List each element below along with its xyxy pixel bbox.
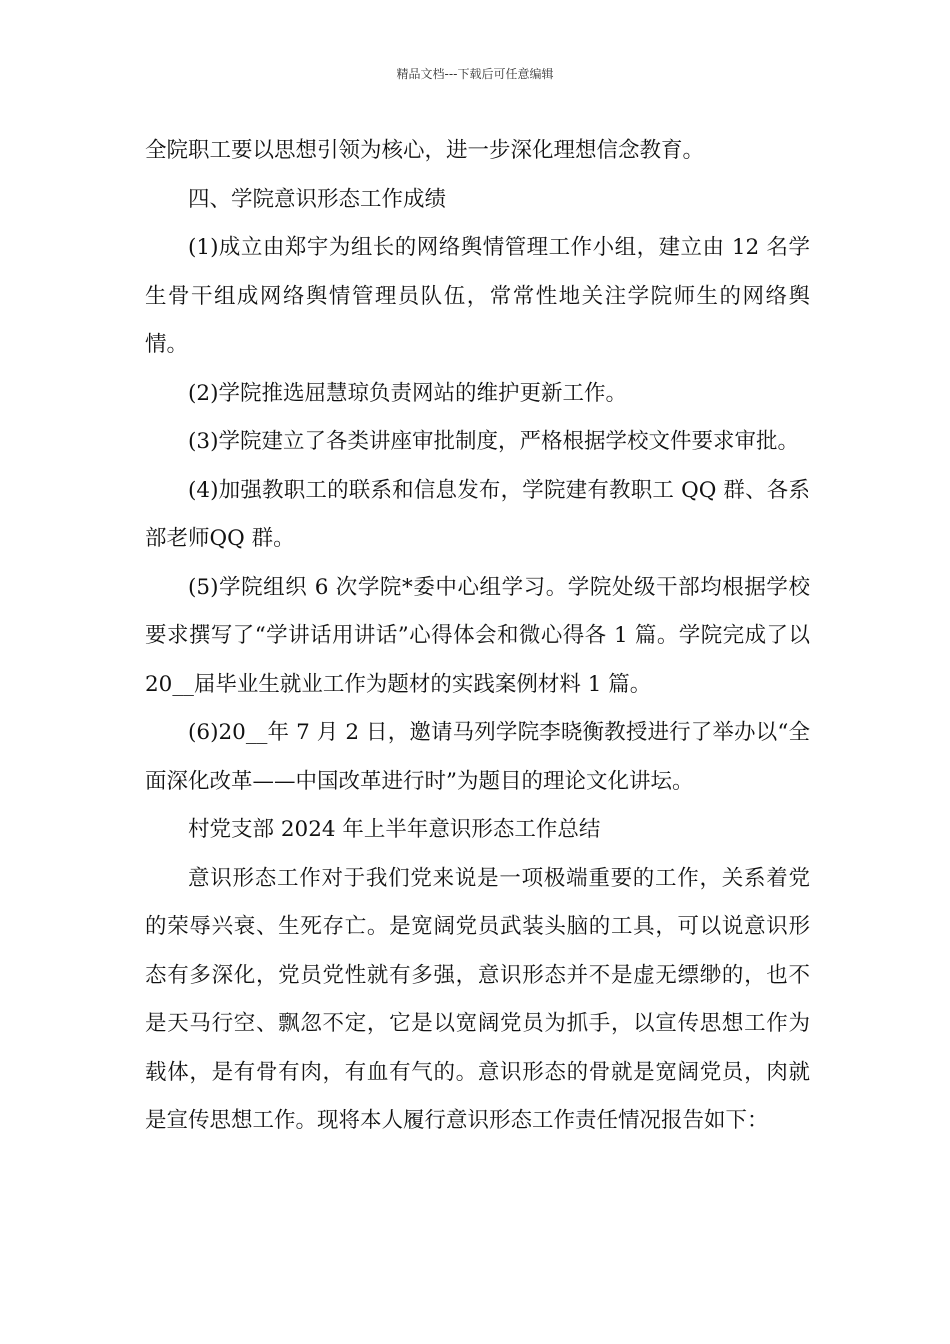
document-subtitle: 村党支部 2024 年上半年意识形态工作总结 [188, 817, 601, 842]
page-header: 精品文档---下载后可任意编辑 [396, 67, 554, 81]
list-item-4: (4)加强教职工的联系和信息发布，学院建有教职工 QQ 群、各系部老师QQ 群。 [145, 477, 810, 551]
list-item-6: (6)20__年 7 月 2 日，邀请马列学院李晓衡教授进行了举办以“全面深化改革——中国改革进行时”为题目的理论文化讲坛。 [145, 720, 810, 794]
paragraph-continuation: 全院职工要以思想引领为核心，进一步深化理想信念教育。 [145, 138, 705, 163]
document-body [145, 127, 810, 1146]
list-item-1: (1)成立由郑宇为组长的网络舆情管理工作小组，建立由 12 名学生骨干组成网络舆情管理员队伍，常常性地关注学院师生的网络舆情。 [145, 235, 810, 357]
list-item-5: (5)学院组织 6 次学院*委中心组学习。学院处级干部均根据学校要求撰写了“学讲话用讲话”心得体会和微心得各 1 篇。学院完成了以 20__届毕业生就业工作为题材的实践案例材料 1 篇。 [145, 574, 810, 697]
list-item-2: (2)学院推选屈慧琼负责网站的维护更新工作。 [188, 380, 627, 406]
section-heading: 四、学院意识形态工作成绩 [188, 186, 447, 212]
list-item-3: (3)学院建立了各类讲座审批制度，严格根据学校文件要求审批。 [188, 429, 799, 454]
body-paragraph: 意识形态工作对于我们党来说是一项极端重要的工作，关系着党的荣辱兴衰、生死存亡。是宽阔党员武装头脑的工具，可以说意识形态有多深化，党员党性就有多强，意识形态并不是虚无缥缈的，也不是天马行空、飘忽不定，它是以宽阔党员为抓手，以宣传思想工作为载体，是有骨有肉，有血有气的。意识形态的骨就是宽阔党员，肉就是宣传思想工作。现将本人履行意识形态工作责任情况报告如下： [145, 865, 810, 1133]
